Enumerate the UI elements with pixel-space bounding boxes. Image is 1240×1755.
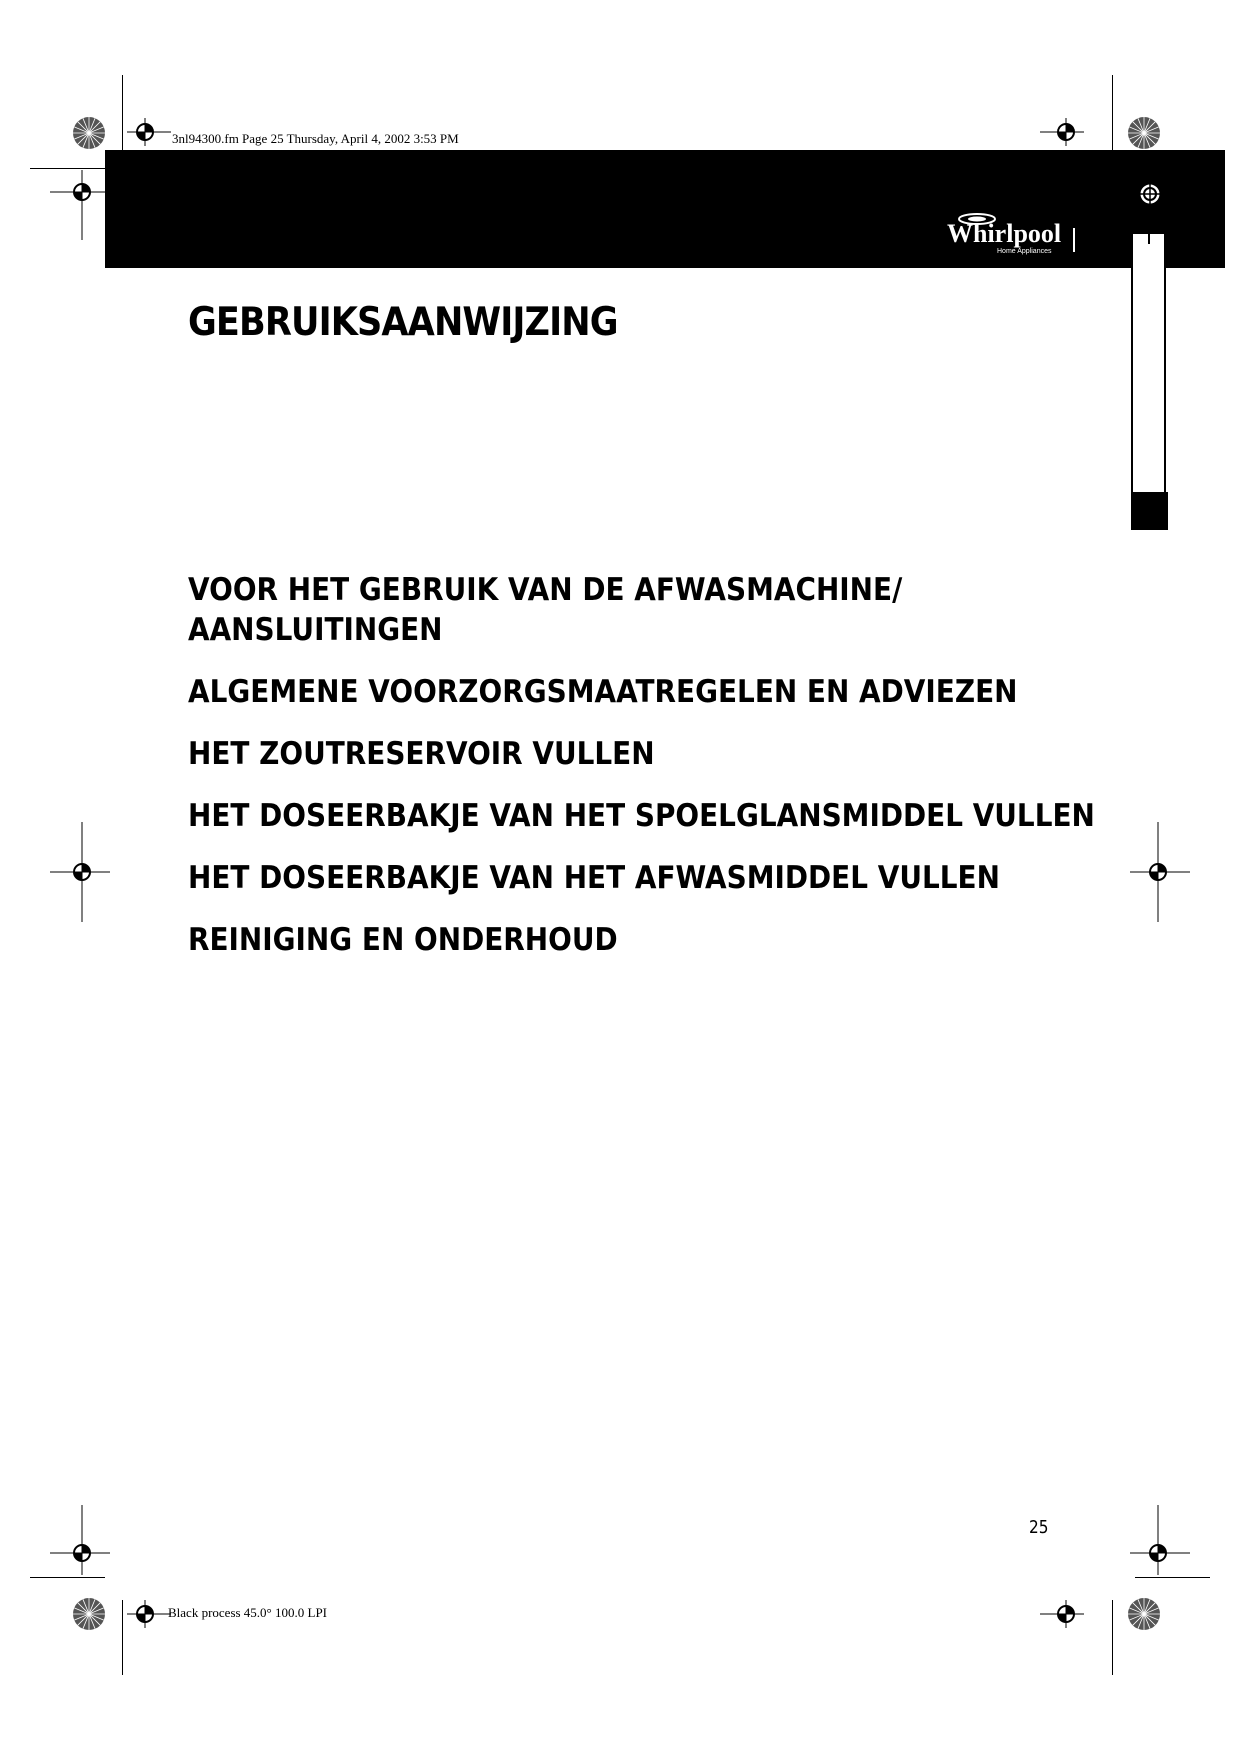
section-item: HET DOSEERBAKJE VAN HET SPOELGLANSMIDDEL VULLEN <box>188 798 1095 834</box>
registration-mark-icon <box>127 118 171 146</box>
starburst-mark-icon <box>1127 1597 1161 1631</box>
registration-mark-icon <box>127 1600 171 1628</box>
section-item: HET ZOUTRESERVOIR VULLEN <box>188 736 655 772</box>
section-item: HET DOSEERBAKJE VAN HET AFWASMIDDEL VULLEN <box>188 860 1000 896</box>
starburst-mark-icon <box>72 1597 106 1631</box>
page-number: 25 <box>1029 1517 1049 1538</box>
section-item: REINIGING EN ONDERHOUD <box>188 922 618 958</box>
crop-line <box>30 168 105 169</box>
crop-line <box>30 1577 105 1578</box>
section-item: ALGEMENE VOORZORGSMAATREGELEN EN ADVIEZEN <box>188 674 1018 710</box>
section-item: VOOR HET GEBRUIK VAN DE AFWASMACHINE/ AANSLUITINGEN <box>188 572 903 648</box>
side-tab-tick <box>1148 232 1150 244</box>
side-tab-marker <box>1131 492 1168 530</box>
crop-line <box>1112 1600 1113 1675</box>
print-info-top: 3nl94300.fm Page 25 Thursday, April 4, 2002 3:53 PM <box>172 131 459 146</box>
document-title: GEBRUIKSAANWIJZING <box>188 300 618 345</box>
registration-mark-icon <box>50 1505 110 1575</box>
whirlpool-logo <box>945 210 1080 255</box>
crop-line <box>122 1600 123 1675</box>
registration-mark-icon <box>1130 822 1190 922</box>
section-list <box>188 570 1188 982</box>
side-tab <box>1131 232 1166 530</box>
print-info-bottom: Black process 45.0° 100.0 LPI <box>168 1605 328 1620</box>
registration-mark-icon <box>1130 1505 1190 1575</box>
crop-line <box>1112 75 1113 150</box>
registration-mark-icon <box>1040 118 1084 146</box>
registration-mark-icon <box>1136 180 1164 208</box>
logo-wordmark: Whirlpool <box>947 219 1062 248</box>
registration-mark-icon <box>50 170 110 240</box>
crop-line <box>1135 1577 1210 1578</box>
crop-line <box>122 75 123 150</box>
starburst-mark-icon <box>1127 116 1161 150</box>
starburst-mark-icon <box>72 116 106 150</box>
registration-mark-icon <box>50 822 110 922</box>
registration-mark-icon <box>1040 1600 1084 1628</box>
logo-subtext: Home Appliances <box>997 248 1052 255</box>
